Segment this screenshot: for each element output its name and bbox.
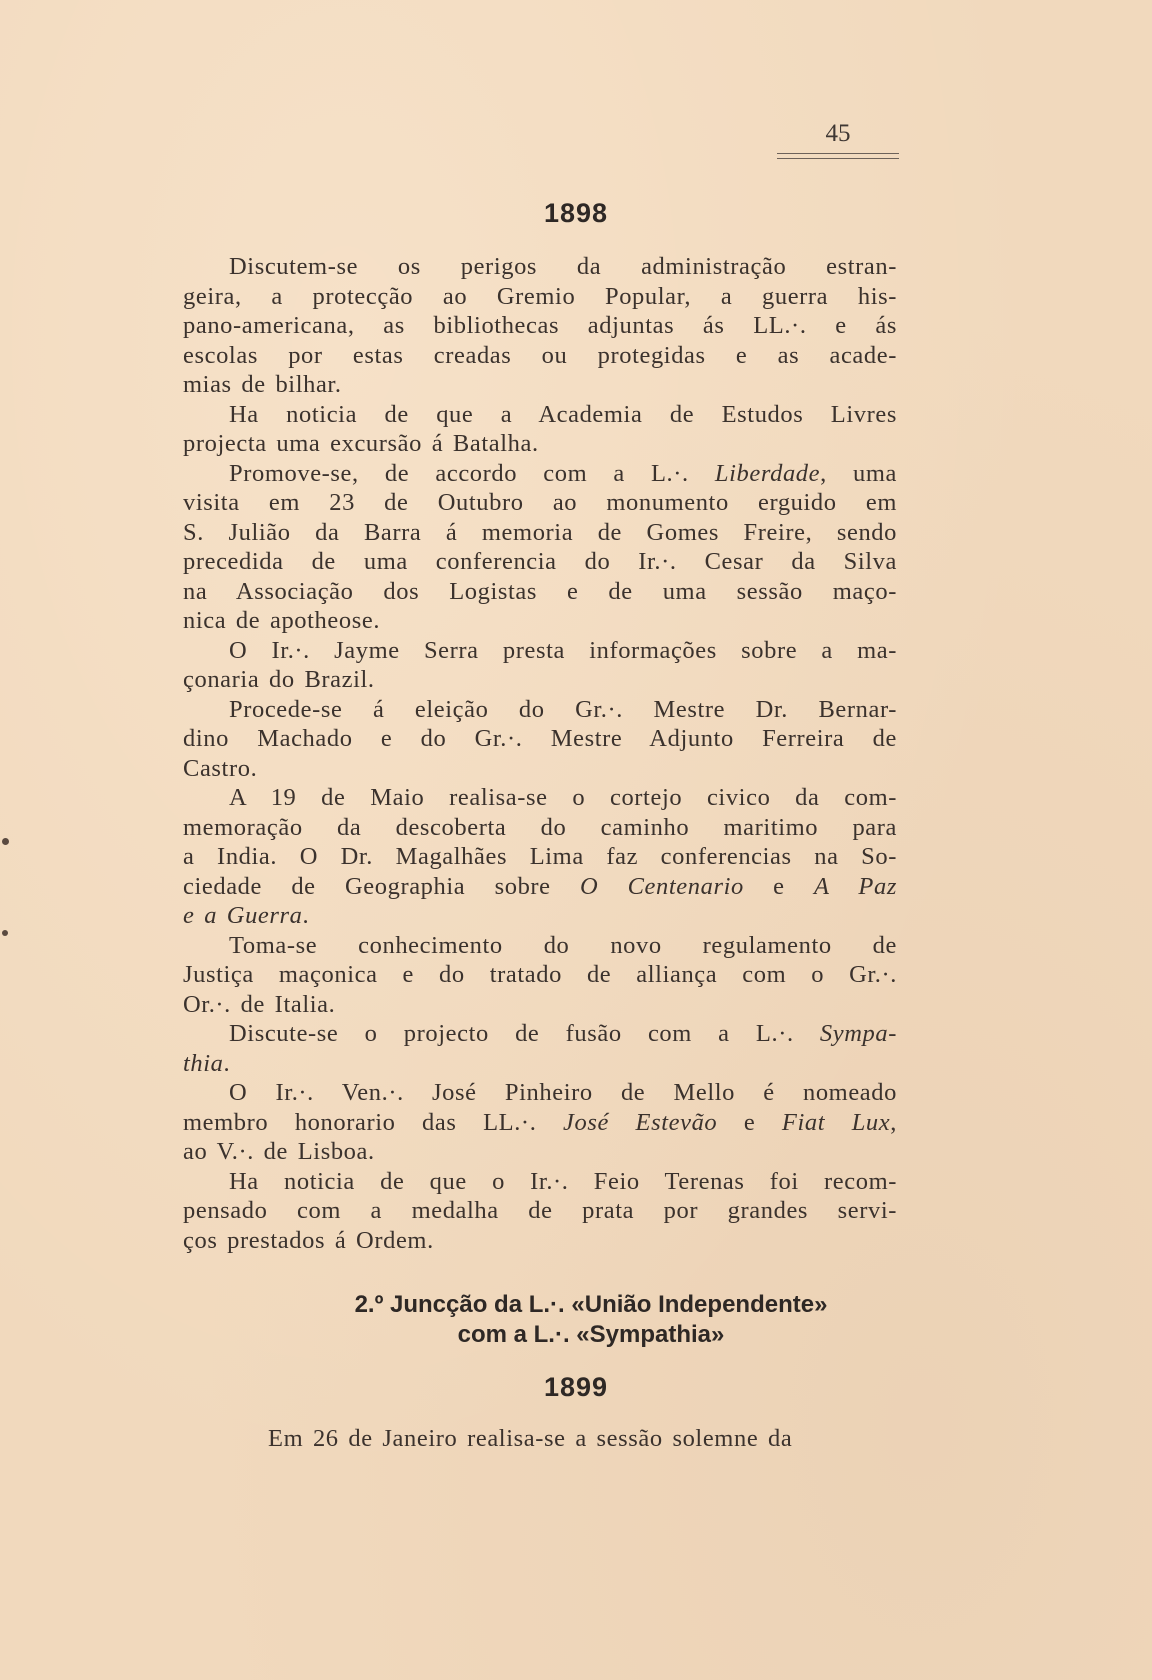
paragraph: [222, 1424, 892, 1454]
text-line: O Ir.·. Ven.·. José Pinheiro de Mello é nomeado: [229, 1079, 897, 1106]
text-line: Justiça maçonica e do tratado de alliança com o Gr.·.: [183, 961, 897, 988]
section-heading: [0, 1290, 1152, 1350]
text-line: nica de apotheose.: [183, 607, 381, 634]
text-line: Toma-se conhecimento do novo regulamento de: [229, 931, 897, 959]
year-heading-1899: 1899: [543, 1372, 609, 1402]
text-line: Or.·. de Italia.: [183, 990, 336, 1018]
paragraph: [183, 459, 897, 636]
paragraph: [183, 931, 897, 1020]
text-line: memoração da descoberta do caminho maritimo para: [183, 813, 897, 841]
paragraph: [183, 1167, 897, 1256]
year-heading-1898: 1898: [543, 198, 609, 228]
text-line: Discute-se o projecto de fusão com a L.·. Sympa-: [229, 1020, 897, 1047]
text-line: mias de bilhar.: [183, 371, 342, 398]
paragraph: [183, 783, 897, 931]
text-line: O Ir.·. Jayme Serra presta informações sobre a ma-: [229, 636, 897, 664]
text-line: pensado com a medalha de prata por grandes servi-: [183, 1197, 897, 1224]
scan-speck: [2, 930, 8, 936]
text-line: visita em 23 de Outubro ao monumento erguido em: [183, 489, 897, 516]
paragraph: [183, 695, 897, 784]
text-line: pano-americana, as bibliothecas adjuntas ás LL.·. e ás: [183, 312, 897, 339]
text-line: Em 26 de Janeiro realisa-se a sessão solemne da: [268, 1425, 793, 1452]
text-line: geira, a protecção ao Gremio Popular, a guerra his-: [183, 282, 897, 310]
page-number: 45: [825, 120, 851, 147]
text-line: thia.: [183, 1049, 231, 1077]
paragraph: [183, 400, 897, 459]
body-text-1899: [222, 1424, 892, 1454]
section-heading-line-2: com a L.·. «Sympathia»: [457, 1321, 725, 1348]
text-line: dino Machado e do Gr.·. Mestre Adjunto Ferreira de: [183, 725, 897, 752]
text-line: A 19 de Maio realisa-se o cortejo civico da com-: [229, 784, 897, 811]
text-line: Castro.: [183, 754, 258, 782]
text-line: ao V.·. de Lisboa.: [183, 1138, 375, 1165]
body-text-1898: [183, 252, 897, 1255]
text-line: escolas por estas creadas ou protegidas e as acade-: [183, 341, 897, 369]
text-line: ciedade de Geographia sobre O Centenario e A Paz: [183, 872, 897, 900]
text-line: Procede-se á eleição do Gr.·. Mestre Dr. Bernar-: [229, 695, 897, 723]
text-line: membro honorario das LL.·. José Estevão e Fiat Lux,: [183, 1108, 897, 1136]
paragraph: [183, 1019, 897, 1078]
text-line: precedida de uma conferencia do Ir.·. Cesar da Silva: [183, 548, 897, 575]
text-line: projecta uma excursão á Batalha.: [183, 430, 539, 457]
text-line: Discutem-se os perigos da administração estran-: [229, 253, 897, 280]
paragraph: [183, 252, 897, 400]
text-line: çonaria do Brazil.: [183, 666, 375, 693]
text-line: na Associação dos Logistas e de uma sessão maço-: [183, 577, 897, 605]
text-line: Ha noticia de que o Ir.·. Feio Terenas foi recom-: [229, 1167, 897, 1195]
text-line: ços prestados á Ordem.: [183, 1226, 434, 1254]
paragraph: [183, 1078, 897, 1167]
text-line: S. Julião da Barra á memoria de Gomes Freire, sendo: [183, 518, 897, 546]
page-number-rule: [777, 153, 899, 159]
section-heading-line-1: 2.º Juncção da L.·. «União Independente»: [354, 1291, 828, 1318]
text-line: a India. O Dr. Magalhães Lima faz conferencias na So-: [183, 843, 897, 870]
text-line: e a Guerra.: [183, 902, 310, 929]
text-line: Promove-se, de accordo com a L.·. Liberdade, uma: [229, 459, 897, 487]
paragraph: [183, 636, 897, 695]
text-line: Ha noticia de que a Academia de Estudos Livres: [229, 400, 897, 428]
scan-speck: [2, 838, 9, 845]
